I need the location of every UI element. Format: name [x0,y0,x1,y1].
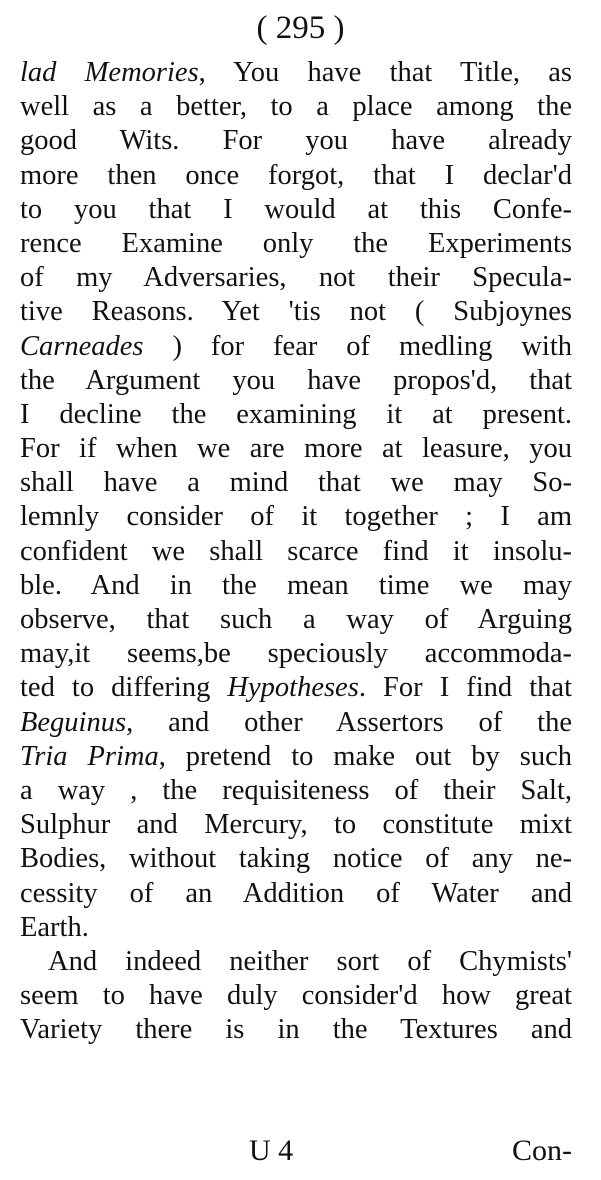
text-line [20,159,572,193]
text-line [20,364,572,398]
text-line [20,261,572,295]
text-line [20,740,572,774]
text-line [20,877,572,911]
text-line [20,227,572,261]
text-line [20,842,572,876]
text-run: observe, that such a way of Arguing [20,604,572,635]
text-line [20,535,572,569]
text-run: more then once forgot, that I declar'd [20,159,572,191]
text-run: For if when we are more at leasure, you [20,433,572,465]
text-run: may,it seems,be speciously accommoda- [20,638,572,670]
text-line [20,295,572,329]
text-line [20,808,572,842]
text-run: confident we shall scarce find it insolu- [20,535,572,567]
text-line [20,330,572,364]
text-run: seem to have duly consider'd how great [20,980,572,1012]
text-line [20,398,572,432]
page-number: ( 295 ) [256,10,345,46]
catchword: Con- [512,1134,572,1167]
text-run: ble. And in the mean time we may [20,569,572,601]
signature-mark: U 4 [249,1134,294,1167]
text-run: tive Reasons. Yet 'tis not ( Subjoynes [20,296,572,328]
text-run: rence Examine only the Experiments [20,227,572,259]
text-run: a way , the requisiteness of their Salt, [20,774,572,806]
text-run: the Argument you have propos'd, that [20,364,572,396]
text-line [20,774,572,808]
text-line [20,1013,572,1047]
text-line [20,706,572,740]
text-run: Sulphur and Mercury, to constitute mixt [20,809,572,841]
text-line [20,90,572,124]
text-run: . For I find that [358,672,572,704]
text-line [20,124,572,158]
italic-text: Hypotheses [227,672,359,704]
text-line [20,466,572,500]
text-run: Bodies, without taking notice of any ne- [20,843,572,875]
text-line [20,945,572,979]
text-run: , and other Assertors of the [126,706,572,738]
italic-text: lad Memories [20,57,199,88]
text-line [20,637,572,671]
text-run: , pretend to make out by such [158,740,572,772]
text-line [20,911,572,945]
text-run: Variety there is in the Textures and [20,1014,572,1046]
text-run: I decline the examining it at present. [20,398,572,430]
text-run: lemnly consider of it together ; I am [20,501,572,533]
text-line [20,432,572,466]
text-run: Earth. [20,911,89,943]
page-footer [20,1131,572,1171]
text-line [20,603,572,637]
text-run: to you that I would at this Confe- [20,193,572,225]
body-text [20,56,572,1047]
text-run: good Wits. For you have already [20,125,572,157]
text-run: shall have a mind that we may So- [20,467,572,499]
text-line [20,569,572,603]
text-line [20,193,572,227]
text-line [20,979,572,1013]
text-run: ) for fear of medling with [143,330,572,362]
text-line [20,56,572,90]
text-run: of my Adversaries, not their Specula- [20,262,572,294]
text-line [20,671,572,705]
italic-text: Carneades [20,330,144,362]
text-run: well as a better, to a place among the [20,91,572,123]
italic-text: Tria Prima [20,740,159,772]
text-run: ted to differing [20,672,228,704]
text-line [20,500,572,534]
text-run: , You have that Title, as [198,57,573,88]
text-run: cessity of an Addition of Water and [20,877,572,909]
italic-text: Beguinus [20,706,127,738]
text-run: And indeed neither sort of Chymists' [48,945,572,977]
